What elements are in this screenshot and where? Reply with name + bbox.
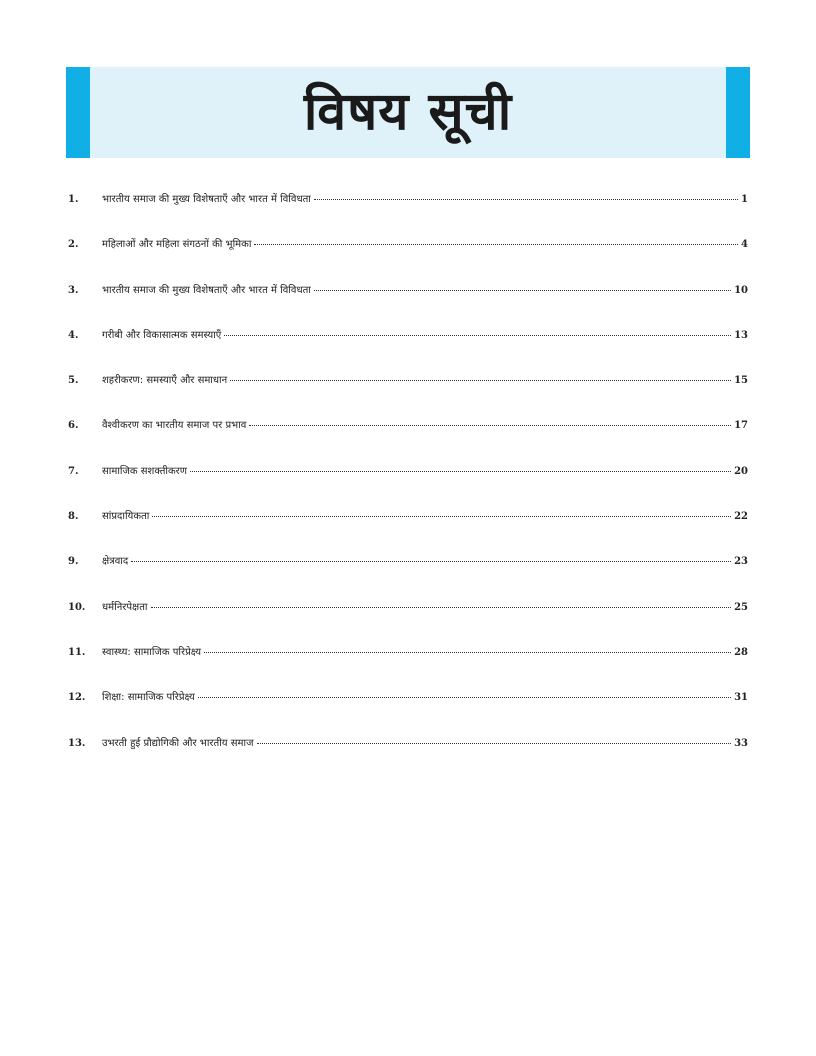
toc-entry-8[interactable] [68, 508, 748, 553]
toc-entry-title: भारतीय समाज की मुख्य विशेषताएँ और भारत में विविधता [102, 194, 311, 205]
banner-accent-bar-left [66, 67, 90, 158]
toc-entry-number: 7. [68, 465, 79, 477]
toc-entry-number: 8. [68, 511, 79, 523]
toc-entry-title: महिलाओं और महिला संगठनों की भूमिका [102, 239, 252, 251]
toc-dot-leader [249, 425, 731, 426]
toc-entry-title: क्षेत्रवाद [102, 556, 129, 568]
page-title: विषय सूची [303, 82, 513, 142]
toc-entry-page: 1 [741, 194, 748, 205]
toc-entry-6[interactable] [68, 417, 748, 462]
toc-entry-number: 11. [68, 646, 86, 658]
toc-entry-page: 13 [734, 329, 748, 341]
toc-entry-4[interactable] [68, 327, 748, 372]
toc-entry-11[interactable] [68, 644, 748, 689]
toc-dot-leader [230, 380, 731, 381]
toc-entry-title: उभरती हुई प्रौद्योगिकी और भारतीय समाज [102, 737, 254, 749]
toc-entry-1[interactable] [68, 191, 748, 236]
toc-dot-leader [314, 290, 731, 291]
toc-entry-page: 23 [734, 556, 748, 568]
toc-dot-leader [224, 335, 731, 336]
toc-entry-number: 5. [68, 375, 79, 387]
toc-entry-13[interactable] [68, 735, 748, 780]
toc-entry-number: 2. [68, 239, 79, 251]
banner-accent-bar-right [726, 67, 750, 158]
toc-dot-leader [131, 561, 731, 562]
toc-entry-title: वैश्वीकरण का भारतीय समाज पर प्रभाव [102, 420, 247, 432]
toc-dot-leader [254, 244, 738, 245]
toc-entry-3[interactable] [68, 282, 748, 327]
toc-entry-number: 12. [68, 692, 86, 704]
toc-entry-7[interactable] [68, 463, 748, 508]
toc-dot-leader [152, 516, 731, 517]
toc-entry-number: 6. [68, 420, 79, 432]
toc-entry-9[interactable] [68, 553, 748, 598]
toc-entry-number: 10. [68, 601, 86, 613]
toc-entry-page: 33 [734, 737, 748, 749]
title-banner [66, 67, 750, 158]
toc-entry-page: 22 [734, 511, 748, 523]
toc-dot-leader [204, 652, 731, 653]
table-of-contents [68, 191, 748, 780]
toc-entry-page: 28 [734, 646, 748, 658]
toc-entry-title: शिक्षा: सामाजिक परिप्रेक्ष्य [102, 692, 195, 704]
toc-entry-page: 31 [734, 692, 748, 704]
toc-entry-10[interactable] [68, 599, 748, 644]
toc-entry-title: सामाजिक सशक्तीकरण [102, 465, 187, 477]
toc-entry-title: सांप्रदायिकता [102, 511, 150, 523]
toc-entry-number: 9. [68, 556, 79, 568]
toc-dot-leader [198, 697, 731, 698]
toc-entry-5[interactable] [68, 372, 748, 417]
toc-entry-page: 15 [734, 375, 748, 387]
toc-entry-number: 4. [68, 329, 79, 341]
toc-entry-number: 1. [68, 194, 79, 205]
toc-dot-leader [314, 199, 738, 200]
toc-entry-title: गरीबी और विकासात्मक समस्याएँ [102, 329, 222, 341]
toc-entry-2[interactable] [68, 236, 748, 281]
toc-entry-page: 25 [734, 601, 748, 613]
toc-entry-page: 10 [734, 284, 748, 296]
toc-entry-12[interactable] [68, 689, 748, 734]
toc-entry-title: स्वास्थ्य: सामाजिक परिप्रेक्ष्य [102, 646, 202, 658]
toc-entry-page: 20 [734, 465, 748, 477]
toc-dot-leader [190, 471, 731, 472]
toc-entry-title: शहरीकरण: समस्याएँ और समाधान [102, 375, 228, 387]
toc-entry-page: 17 [734, 420, 748, 432]
toc-dot-leader [151, 607, 732, 608]
toc-entry-title: भारतीय समाज की मुख्य विशेषताएँ और भारत में विविधता [102, 284, 311, 296]
toc-entry-number: 3. [68, 284, 79, 296]
toc-dot-leader [257, 743, 732, 744]
toc-entry-title: धर्मनिरपेक्षता [102, 601, 148, 613]
toc-entry-number: 13. [68, 737, 86, 749]
toc-entry-page: 4 [741, 239, 748, 251]
